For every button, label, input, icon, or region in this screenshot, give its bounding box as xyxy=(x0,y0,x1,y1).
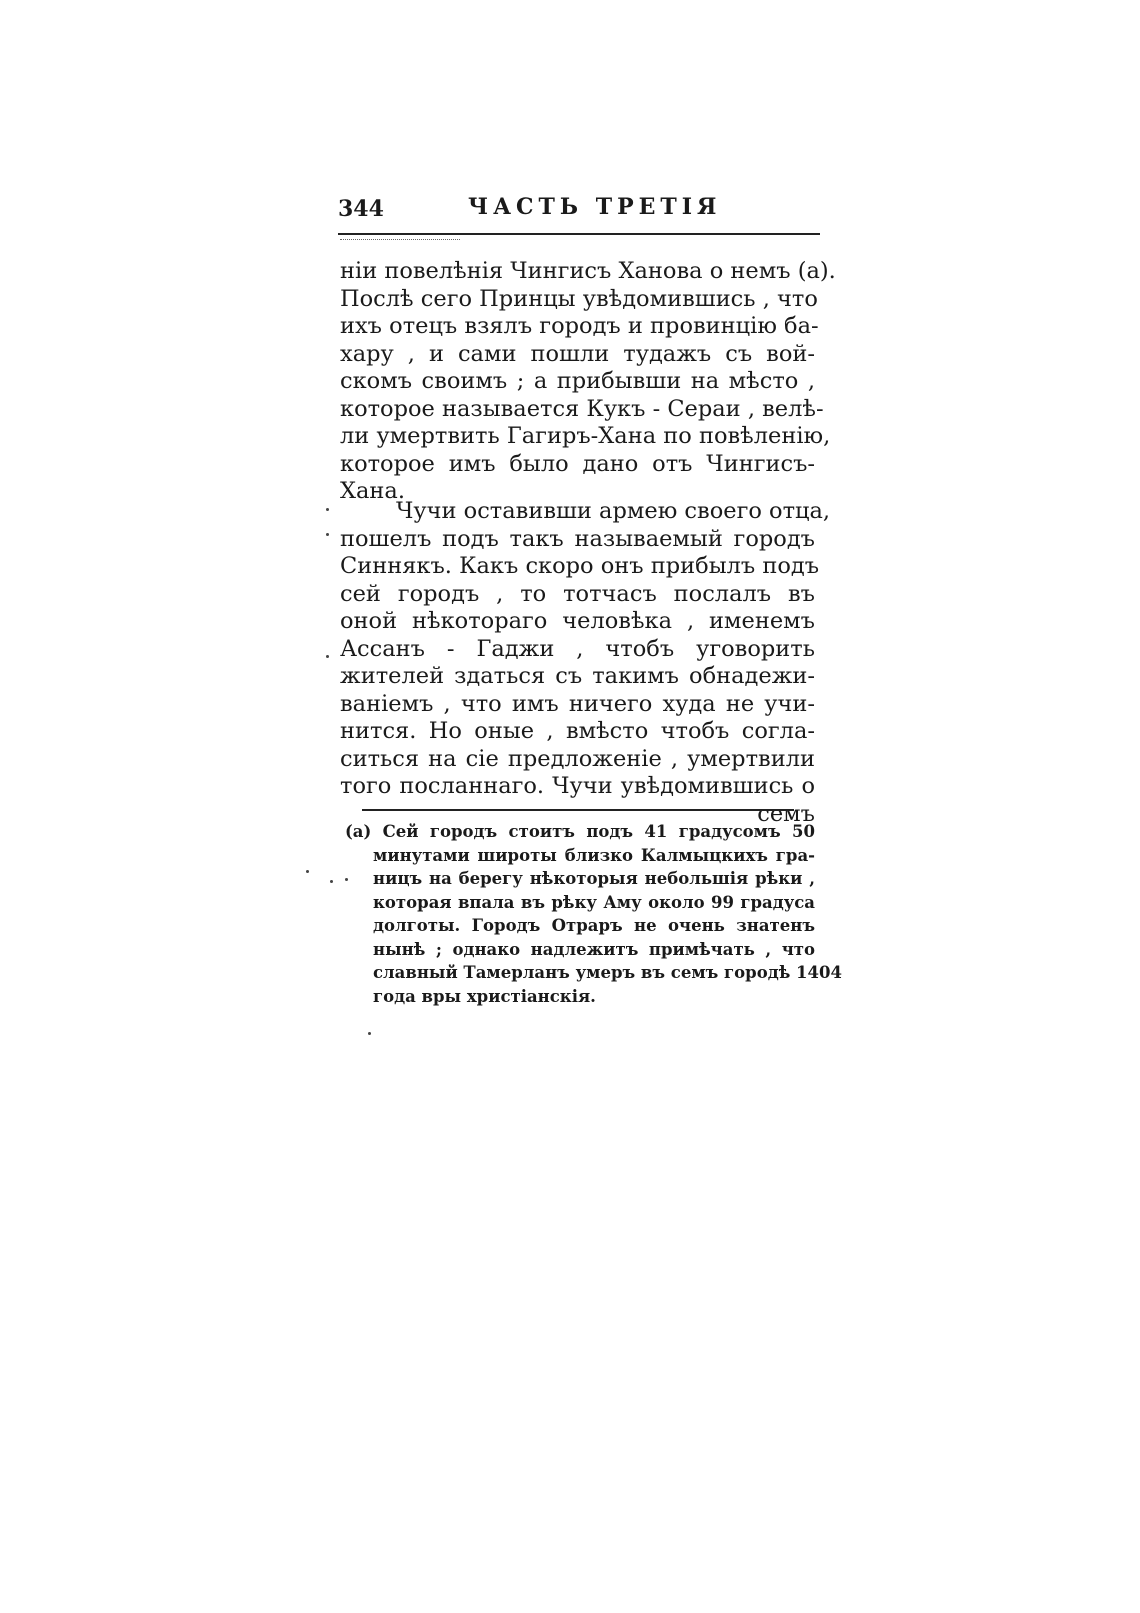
text-line: жителей здаться съ такимъ обнадежи- xyxy=(340,663,815,689)
text-line: оной нѣкотораго человѣка , именемъ xyxy=(340,608,815,634)
print-speck xyxy=(326,655,329,658)
print-speck xyxy=(330,880,333,883)
page-header xyxy=(338,192,823,228)
text-line: того посланнаго. Чучи увѣдомившись о xyxy=(340,773,815,799)
text-line: сей городъ , то тотчасъ послалъ въ xyxy=(340,580,815,607)
footnote-line: года вры христiанскiя. xyxy=(373,986,596,1006)
header-rule-dots xyxy=(340,239,460,240)
text-line: скомъ своимъ ; а прибывши на мѣсто , xyxy=(340,368,815,394)
footnote-line: которая впала въ рѣку Аму около 99 градуса xyxy=(373,892,815,912)
print-speck xyxy=(326,533,329,536)
text-line: пошелъ подъ такъ называемый городъ xyxy=(340,525,815,552)
text-line: Синнякъ. Какъ скоро онъ прибылъ подъ xyxy=(340,553,820,579)
text-line: Послѣ сего Принцы увѣдомившись , что xyxy=(340,285,818,312)
footnote-line: нынѣ ; однако надлежитъ примѣчать , что xyxy=(373,939,815,959)
footnote xyxy=(345,820,842,1008)
text-line: Ассанъ - Гаджи , чтобъ уговорить xyxy=(340,635,815,662)
footnote-line: ницъ на берегу нѣкоторыя небольшiя рѣки , xyxy=(373,869,815,888)
print-speck xyxy=(345,878,348,881)
text-line: нiи повелѣнiя Чингисъ Ханова о немъ (a). xyxy=(340,258,836,284)
text-line: которое имъ было дано отъ Чингисъ- xyxy=(340,450,815,477)
print-speck xyxy=(368,1032,371,1035)
footnote-rule xyxy=(362,809,794,811)
paragraph-1 xyxy=(340,258,836,506)
print-speck xyxy=(326,508,329,511)
text-line: ванiемъ , что имъ ничего худа не учи- xyxy=(340,690,815,717)
text-line: нится. Но оные , вмѣсто чтобъ согла- xyxy=(340,718,815,744)
footnote-line: (a) Сей городъ стоитъ подъ 41 градусомъ 50 xyxy=(345,822,815,841)
footnote-line: славный Тамерланъ умеръ въ семъ городѣ 1404 xyxy=(373,963,842,982)
text-line: которое называется Кукъ - Сераи , велѣ- xyxy=(340,395,824,422)
footnote-line: долготы. Городъ Отраръ не очень знатенъ xyxy=(373,916,815,935)
text-line: Хана. xyxy=(340,478,405,504)
text-line: ли умертвить Гагиръ-Хана по повѣленiю, xyxy=(340,423,831,449)
text-line: ситься на сiе предложенiе , умертвили xyxy=(340,745,815,772)
text-line: ихъ отецъ взялъ городъ и провинцiю ба- xyxy=(340,313,819,339)
print-speck xyxy=(306,870,309,873)
footnote-line: минутами широты близко Калмыцкихъ гра- xyxy=(373,845,815,865)
text-line: хару , и сами пошли тудажъ съ вой- xyxy=(340,340,815,367)
header-rule xyxy=(338,233,820,235)
catchword: семъ xyxy=(757,800,815,827)
page-number: 344 xyxy=(338,196,384,222)
paragraph-2 xyxy=(340,498,831,828)
running-head: ЧАСТЬ ТРЕТІЯ xyxy=(468,194,722,220)
text-line: Чучи оставивши армею своего отца, xyxy=(396,498,831,524)
